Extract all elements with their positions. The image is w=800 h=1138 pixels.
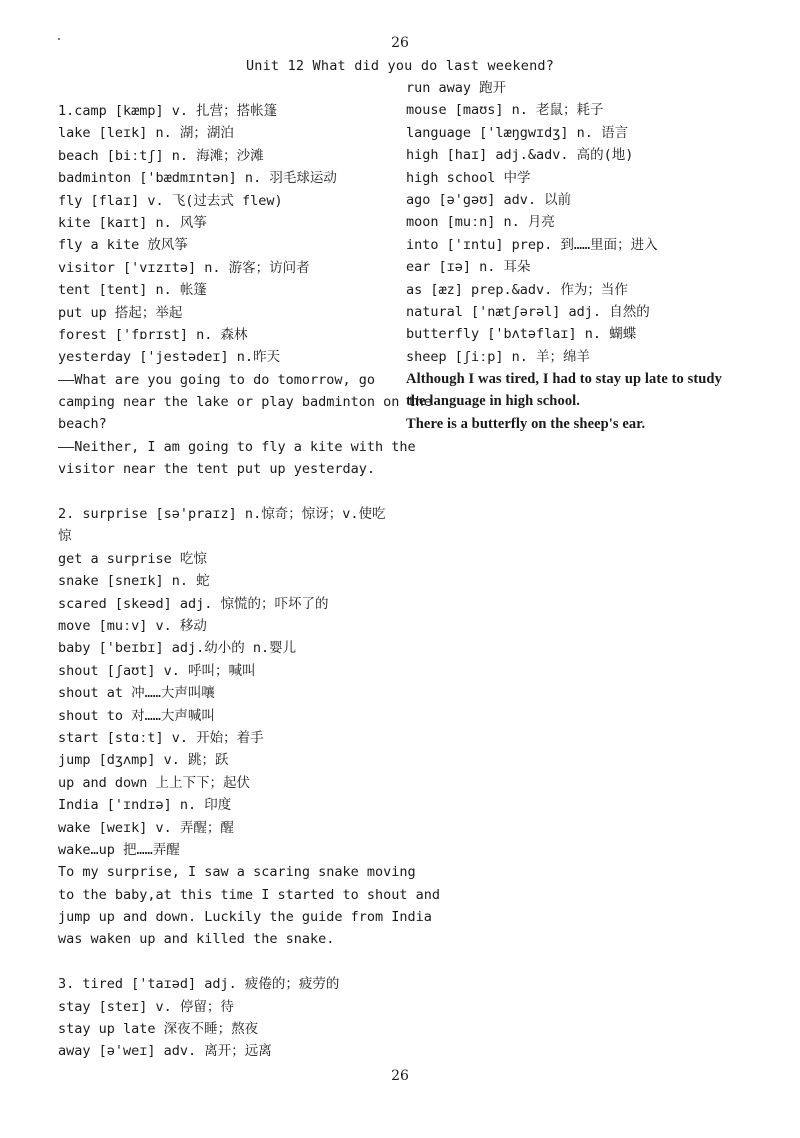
vocab-line: ——Neither, I am going to fly a kite with the: [58, 438, 416, 455]
vocab-line: sheep [ʃiːp] n. 羊；绵羊: [406, 348, 591, 365]
vocab-line: fly [flaɪ] v. 飞(过去式 flew): [58, 192, 283, 209]
vocab-line: language ['læŋgwɪdʒ] n. 语言: [406, 124, 629, 141]
vocab-line: start [stɑːt] v. 开始；着手: [58, 729, 264, 746]
vocab-line: up and down 上上下下；起伏: [58, 774, 251, 791]
vocab-line: There is a butterfly on the sheep's ear.: [406, 415, 646, 432]
vocab-line: 3. tired ['taɪəd] adj. 疲倦的；疲劳的: [58, 976, 340, 993]
vocab-line: move [muːv] v. 移动: [58, 617, 207, 634]
vocab-line: moon [muːn] n. 月亮: [406, 214, 555, 231]
vocab-line: was waken up and killed the snake.: [58, 931, 335, 948]
vocab-line: visitor near the tent put up yesterday.: [58, 461, 375, 478]
vocab-line: natural ['nætʃərəl] adj. 自然的: [406, 303, 650, 320]
vocab-line: ago [ə'gəʊ] adv. 以前: [406, 191, 572, 208]
vocab-line: scared [skeəd] adj. 惊慌的；吓坏了的: [58, 595, 329, 612]
left-column: [58, 100, 441, 1063]
vocab-line: shout at 冲……大声叫嚷: [58, 685, 215, 702]
vocab-line: India ['ɪndɪə] n. 印度: [58, 797, 232, 814]
vocab-line: wake [weɪk] v. 弄醒；醒: [58, 819, 234, 836]
vocab-line: away [ə'weɪ] adv. 离开；远离: [58, 1043, 272, 1060]
vocab-line: To my surprise, I saw a scaring snake moving: [58, 864, 416, 881]
vocab-line: shout [ʃaʊt] v. 呼叫；喊叫: [58, 662, 256, 679]
vocab-line: tent [tent] n. 帐篷: [58, 282, 207, 299]
vocab-line: run away 跑开: [406, 80, 507, 96]
vocab-line: the language in high school.: [406, 393, 581, 410]
vocab-line: 惊: [58, 528, 72, 545]
vocab-line: butterfly ['bʌtəflaɪ] n. 蝴蝶: [406, 326, 637, 343]
page-title: Unit 12 What did you do last weekend?: [245, 58, 555, 74]
vocab-line: into ['ɪntu] prep. 到……里面；进入: [406, 236, 658, 253]
vocab-line: wake…up 把……弄醒: [58, 841, 180, 858]
page-number-bottom: 26: [391, 1068, 409, 1084]
vocab-line: kite [kaɪt] n. 风筝: [58, 214, 207, 231]
page-number-top: 26: [391, 35, 409, 51]
vocab-line: 1.camp [kæmp] v. 扎营；搭帐篷: [58, 103, 278, 119]
vocab-line: baby ['beɪbɪ] adj.幼小的 n.婴儿: [58, 640, 297, 657]
vocab-line: stay [steɪ] v. 停留；待: [58, 998, 234, 1015]
vocab-line: jump [dʒʌmp] v. 跳；跃: [58, 752, 229, 769]
vocab-line: as [æz] prep.&adv. 作为；当作: [406, 281, 628, 298]
vocab-line: badminton ['bædmɪntən] n. 羽毛球运动: [58, 170, 337, 187]
vocab-line: Although I was tired, I had to stay up late to study: [406, 371, 722, 388]
vocab-line: get a surprise 吃惊: [58, 550, 207, 567]
vocab-line: lake [leɪk] n. 湖；湖泊: [58, 125, 234, 142]
vocab-line: jump up and down. Luckily the guide from India: [58, 909, 432, 926]
vocab-line: mouse [maʊs] n. 老鼠；耗子: [406, 102, 604, 119]
vocab-line: 2. surprise [sə'praɪz] n.惊奇；惊讶；v.使吃: [58, 506, 386, 523]
vocab-line: yesterday ['jestədeɪ] n.昨天: [58, 349, 281, 366]
vocab-line: beach?: [58, 416, 107, 433]
section-spacer: [58, 951, 388, 973]
vocab-line: high [haɪ] adj.&adv. 高的(地): [406, 147, 634, 164]
vocab-line: put up 搭起；举起: [58, 304, 183, 321]
vocab-line: high school 中学: [406, 169, 531, 186]
vocab-line: stay up late 深夜不睡；熬夜: [58, 1021, 259, 1038]
vocab-line: to the baby,at this time I started to shout and: [58, 886, 441, 903]
vocab-line: snake [sneɪk] n. 蛇: [58, 573, 210, 590]
vocab-line: fly a kite 放风筝: [58, 237, 188, 254]
vocab-line: beach [biːtʃ] n. 海滩；沙滩: [58, 147, 264, 164]
right-column: [406, 77, 766, 435]
vocab-line: ear [ɪə] n. 耳朵: [406, 259, 531, 276]
section-spacer: [58, 481, 388, 503]
vocab-line: forest ['fɒrɪst] n. 森林: [58, 326, 248, 343]
vocab-line: ——What are you going to do tomorrow, go: [58, 371, 375, 388]
vocab-line: camping near the lake or play badminton on the: [58, 394, 432, 411]
vocab-line: shout to 对……大声喊叫: [58, 707, 215, 724]
vocab-line: visitor ['vɪzɪtə] n. 游客；访问者: [58, 259, 310, 276]
